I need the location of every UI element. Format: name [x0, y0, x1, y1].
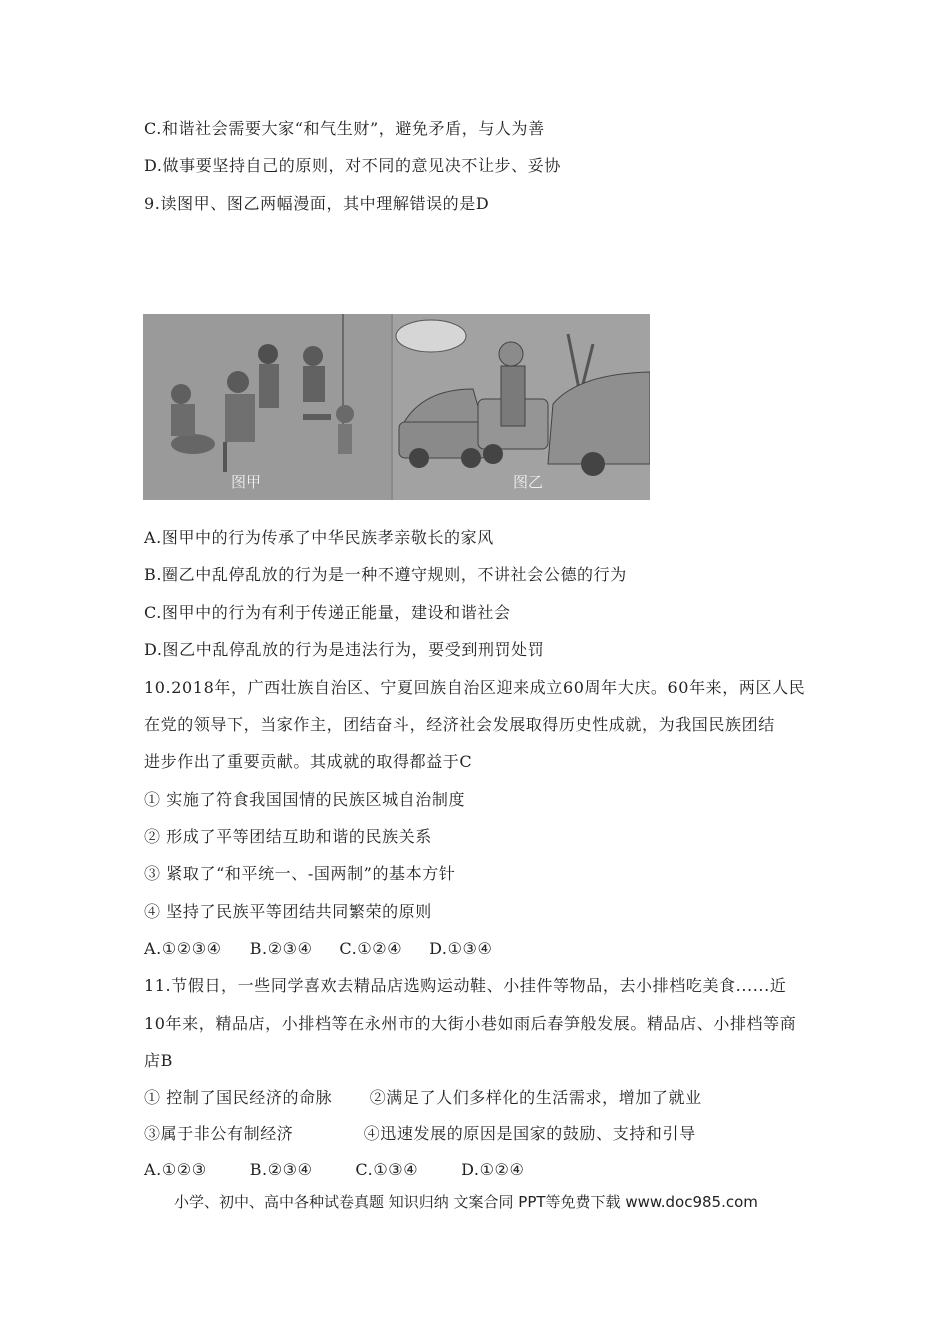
page-footer: 小学、初中、高中各种试卷真题 知识归纳 文案合同 PPT等免费下载 www.doc985.com — [174, 1193, 758, 1211]
caption-yi: 图乙 — [513, 473, 544, 491]
q11-statement-3: ③属于非公有制经济 — [144, 1124, 294, 1143]
q11-stem-line3: 店B — [144, 1051, 173, 1070]
comic-panel-jia — [143, 314, 391, 500]
q10-statement-3: ③ 紧取了“和平统一、-国两制”的基本方针 — [144, 864, 456, 883]
q10-option-d: D.①③④ — [429, 939, 493, 958]
q11-option-b: B.②③④ — [249, 1160, 313, 1179]
q10-stem-line2: 在党的领导下，当家作主，团结奋斗，经济社会发展取得历史性成就，为我国民族团结 — [144, 715, 775, 734]
q11-options — [144, 1160, 524, 1180]
q10-stem-line3: 进步作出了重要贡献。其成就的取得都益于C — [144, 752, 473, 771]
caption-jia: 图甲 — [231, 473, 262, 491]
q8-option-c: C.和谐社会需要大家“和气生财”，避免矛盾，与人为善 — [144, 119, 545, 138]
q9-stem: 9.读图甲、图乙两幅漫面，其中理解错误的是D — [144, 194, 490, 213]
q10-statement-2: ② 形成了平等团结互助和谐的民族关系 — [144, 827, 432, 846]
q10-option-c: C.①②④ — [339, 939, 403, 958]
q10-options — [144, 939, 492, 959]
q11-statements-3-4 — [144, 1124, 696, 1144]
q10-stem-line1: 10.2018年，广西壮族自治区、宁夏回族自治区迎来成立60周年大庆。60年来，两区人民 — [144, 678, 806, 697]
q10-option-b: B.②③④ — [249, 939, 313, 958]
q11-option-d: D.①②④ — [461, 1160, 525, 1179]
q11-stem-line1: 11.节假日，一些同学喜欢去精品店选购运动鞋、小挂件等物品，去小排档吃美食......近 — [144, 976, 787, 995]
q10-statement-4: ④ 坚持了民族平等团结共同繁荣的原则 — [144, 902, 432, 921]
q9-option-c: C.图甲中的行为有利于传递正能量，建设和谐社会 — [144, 603, 511, 622]
comic-panel-yi — [393, 314, 650, 500]
q9-option-a: A.图甲中的行为传承了中华民族孝亲敬长的家风 — [144, 528, 494, 547]
q9-option-b: B.圈乙中乱停乱放的行为是一种不遵守规则，不讲社会公德的行为 — [144, 565, 627, 584]
q8-option-d: D.做事要坚持自己的原则，对不同的意见决不让步、妥协 — [144, 156, 561, 175]
q10-statement-1: ① 实施了符食我国国情的民族区城自治制度 — [144, 790, 466, 809]
q11-option-c: C.①③④ — [355, 1160, 419, 1179]
q11-statement-1: ① 控制了国民经济的命脉 — [144, 1088, 333, 1107]
q9-option-d: D.图乙中乱停乱放的行为是违法行为，要受到刑罚处罚 — [144, 640, 545, 659]
q11-option-a: A.①②③ — [144, 1160, 207, 1179]
q11-stem-line2: 10年来，精品店，小排档等在永州市的大街小巷如雨后春笋般发展。精品店、小排档等商 — [144, 1014, 797, 1033]
comic-jia-illustration — [143, 314, 391, 500]
q11-statement-4: ④迅速发展的原因是国家的鼓励、支持和引导 — [363, 1124, 696, 1143]
comic-figure — [143, 314, 650, 500]
q11-statement-2: ②满足了人们多样化的生活需求，增加了就业 — [369, 1088, 702, 1107]
q11-statements-1-2 — [144, 1088, 702, 1108]
q10-option-a: A.①②③④ — [144, 939, 222, 958]
